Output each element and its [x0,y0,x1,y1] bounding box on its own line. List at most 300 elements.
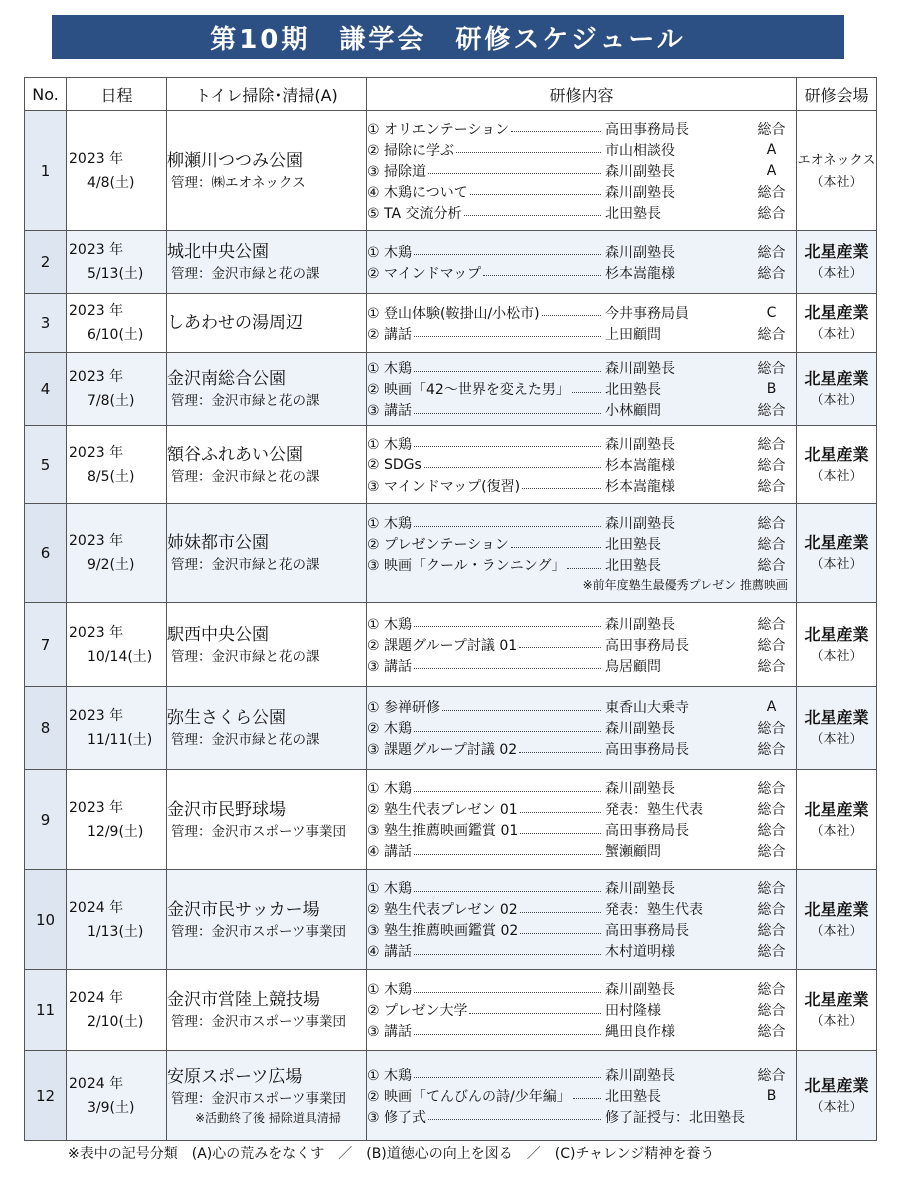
item-topic-wrap [367,739,603,759]
venue-sub: （本社） [810,174,863,190]
cleaning-location [167,231,367,294]
item-topic-wrap [367,140,603,160]
venue-name: 北星産業 [804,624,869,644]
dot-leader [511,131,601,132]
training-venue [797,111,877,231]
date-day: 9/2(土) [87,557,135,573]
training-content [367,426,797,504]
training-item [367,262,796,283]
venue-name: 北星産業 [804,242,869,261]
item-person: 高田事務局長 [605,823,689,839]
location-name: 金沢市民サッカー場 [167,899,320,920]
training-item [367,475,796,496]
location-name: 弥生さくら公園 [167,708,286,728]
row-number: 2 [25,231,67,294]
date-day: 1/13(土) [87,923,144,940]
row-number: 4 [25,353,67,426]
item-topic: ① 木鶏 [367,436,413,453]
training-item [367,1085,796,1106]
row-number: 10 [25,870,67,970]
item-person: 高田事務局長 [605,637,689,654]
training-item [367,920,796,941]
training-item [367,697,796,718]
item-category: 総合 [757,1024,786,1040]
venue-name: 北星産業 [804,303,869,322]
item-topic-wrap [367,1065,603,1085]
date-day: 12/9(土) [87,823,144,840]
training-content [367,970,797,1051]
venue-sub: （本社） [810,923,863,939]
item-topic: ① 木鶏 [367,781,413,797]
dot-leader [414,371,601,372]
table-row [25,603,877,687]
item-person: 今井事務局員 [605,305,689,322]
header-venue: 研修会場 [797,78,877,111]
item-topic-wrap [367,1021,603,1041]
training-item [367,358,796,379]
dot-leader [522,488,601,489]
date-day: 2/10(土) [87,1014,144,1030]
table-row [25,426,877,504]
item-category: B [766,1087,777,1104]
item-topic: ③ 塾生推薦映画鑑賞 01 [367,823,519,839]
training-item [367,400,796,421]
item-topic: ③ 塾生推薦映画鑑賞 02 [367,923,519,939]
date-day: 10/14(土) [87,648,153,665]
item-topic: ① 木鶏 [367,616,413,633]
dot-leader [456,152,601,153]
cleaning-location [167,687,367,770]
venue-name: 北星産業 [804,899,869,919]
venue-sub: （本社） [810,732,863,747]
venue-sub: （本社） [810,557,863,572]
dot-leader [519,647,601,648]
training-item [367,739,796,760]
training-venue [797,231,877,294]
item-person: 高田事務局長 [605,923,689,939]
item-person: 修了証授与：北田塾長 [605,1109,745,1126]
training-item [367,799,796,820]
dot-leader [511,547,601,548]
training-item [367,513,796,534]
item-topic-wrap [367,920,603,940]
table-row [25,111,877,231]
item-topic: ② 木鶏 [367,721,413,737]
date-year: 2023 年 [69,369,124,385]
item-topic: ① 登山体験(鞍掛山/小松市) [367,305,540,322]
training-item [367,323,796,344]
venue-sub: （本社） [810,648,863,664]
item-topic-wrap [367,161,603,181]
venue-name: 北星産業 [804,369,869,388]
training-content [367,294,797,353]
item-topic-wrap [367,555,603,575]
cleaning-location [167,970,367,1051]
venue-sub: （本社） [810,823,863,839]
item-topic: ② 映画「てんびんの詩/少年編」 [367,1088,571,1105]
item-topic-wrap [367,718,603,738]
item-topic-wrap [367,614,603,634]
item-topic-wrap [367,534,603,554]
location-name: 額谷ふれあい公園 [167,444,303,465]
item-person: 森川副塾長 [605,163,675,180]
item-category: C [766,304,777,321]
item-topic: ② 塾生代表プレゼン 01 [367,802,518,818]
training-content [367,111,797,231]
header-location: トイレ掃除･清掃(A) [167,78,367,111]
table-row [25,231,877,294]
training-content [367,603,797,687]
location-name: 金沢市民野球場 [167,799,286,820]
item-person: 縄田良作様 [605,1024,675,1040]
item-category: 総合 [757,881,786,897]
table-row [25,770,877,870]
date-year: 2023 年 [69,150,124,167]
item-topic-wrap [367,358,603,378]
cleaning-location [167,111,367,231]
training-item [367,613,796,634]
item-category: 総合 [757,982,786,998]
item-topic-wrap [367,979,603,999]
training-item [367,454,796,475]
item-topic: ③ 修了式 [367,1109,427,1126]
item-topic: ② 塾生代表プレゼン 02 [367,902,518,918]
item-topic: ① 木鶏 [367,982,413,998]
item-topic: ② 講話 [367,326,413,343]
schedule-date [67,231,167,294]
venue-name: 北星産業 [804,799,869,819]
dot-leader [414,992,601,993]
item-topic-wrap [367,400,603,420]
table-row [25,353,877,426]
cleaning-location [167,870,367,970]
training-item [367,302,796,323]
location-name: 金沢南総合公園 [167,369,286,389]
cleaning-location [167,770,367,870]
venue-sub: （本社） [810,393,863,408]
training-item [367,139,796,160]
item-topic: ③ 掃除道 [367,163,427,180]
location-manager: 管理：金沢市緑と花の課 [171,557,320,573]
location-note: ※活動終了後 掃除道具清掃 [195,1110,341,1125]
item-topic-wrap [367,878,603,898]
training-item [367,655,796,676]
item-person: 市山相談役 [605,142,675,159]
item-category: 総合 [757,902,786,918]
dot-leader [520,933,601,934]
date-year: 2023 年 [69,444,124,461]
location-manager: 管理：金沢市スポーツ事業団 [171,823,346,840]
item-topic: ③ 講話 [367,658,413,675]
item-topic-wrap [367,324,603,344]
dot-leader [520,812,601,813]
location-name: 金沢市営陸上競技場 [167,990,320,1010]
dot-leader [414,446,601,447]
dot-leader [464,215,602,216]
training-item [367,555,796,576]
schedule-date [67,294,167,353]
item-person: 杉本嵩龍様 [605,265,675,282]
item-topic: ① 木鶏 [367,1067,413,1084]
item-person: 発表：塾生代表 [605,902,703,918]
category-footnote: ※表中の記号分類 (A)心の荒みをなくす ／ (B)道徳心の向上を図る ／ (C)チャレンジ精神を養う [68,1146,715,1162]
training-venue [797,970,877,1051]
training-item [367,841,796,862]
training-content [367,231,797,294]
row-number: 8 [25,687,67,770]
item-person: 北田塾長 [605,1088,661,1105]
training-item [367,718,796,739]
training-venue [797,870,877,970]
item-category: 総合 [757,616,786,633]
item-category: 総合 [757,923,786,939]
item-person: 杉本嵩龍様 [605,457,675,474]
venue-name: 北星産業 [804,708,869,727]
item-category: 総合 [757,265,786,282]
training-item [367,241,796,262]
training-item [367,181,796,202]
item-topic: ② 課題グループ討議 01 [367,637,518,654]
dot-leader [567,568,601,569]
item-person: 森川副塾長 [605,1067,675,1084]
item-topic: ① 木鶏 [367,881,413,897]
item-topic-wrap [367,778,603,798]
training-item [367,899,796,920]
dot-leader [414,1077,601,1078]
location-manager: 管理：金沢市緑と花の課 [171,393,320,409]
schedule-date [67,603,167,687]
item-person: 森川副塾長 [605,721,675,737]
item-category: 総合 [757,436,786,453]
training-venue [797,770,877,870]
training-content [367,870,797,970]
training-content [367,770,797,870]
item-person: 鳥居顧問 [605,658,661,675]
training-content [367,504,797,603]
table-row [25,970,877,1051]
item-category: 総合 [757,184,786,201]
item-topic: ③ 課題グループ討議 02 [367,742,518,758]
training-item [367,1000,796,1021]
item-category: 総合 [757,121,786,138]
item-category: 総合 [757,361,786,377]
item-topic-wrap [367,1000,603,1020]
training-item [367,1064,796,1085]
item-topic: ④ 講話 [367,844,413,860]
item-topic-wrap [367,656,603,676]
training-content [367,687,797,770]
item-topic-wrap [367,242,603,262]
schedule-date [67,111,167,231]
item-topic-wrap [367,941,603,961]
item-category: 総合 [757,205,786,222]
item-person: 森川副塾長 [605,244,675,261]
venue-sub: （本社） [810,1014,863,1029]
location-manager: 管理：金沢市緑と花の課 [171,732,320,748]
training-venue [797,504,877,603]
date-day: 4/8(土) [87,174,135,191]
item-category: 総合 [757,658,786,675]
item-topic-wrap [367,820,603,840]
date-day: 5/13(土) [87,266,144,282]
item-category: 総合 [757,457,786,474]
training-venue [797,294,877,353]
dot-leader [542,315,601,316]
item-category: 総合 [757,537,786,553]
venue-sub: （本社） [810,266,863,281]
item-person: 森川副塾長 [605,982,675,998]
item-topic-wrap [367,1086,603,1106]
table-row [25,870,877,970]
dot-leader [414,626,601,627]
item-topic: ① 木鶏 [367,516,413,532]
training-item [367,878,796,899]
item-category: B [766,381,777,397]
item-topic: ② 映画「42～世界を変えた男」 [367,382,570,398]
training-content [367,1051,797,1141]
item-person: 北田塾長 [605,205,661,222]
item-person: 森川副塾長 [605,436,675,453]
location-name: 柳瀬川つつみ公園 [167,150,303,171]
item-category: A [766,699,777,715]
schedule-date [67,770,167,870]
item-topic-wrap [367,899,603,919]
cleaning-location [167,294,367,353]
item-topic: ① オリエンテーション [367,121,510,138]
item-topic: ① 参禅研修 [367,700,441,716]
item-person: 東香山大乗寺 [605,700,689,716]
location-manager: 管理：金沢市スポーツ事業団 [171,1090,346,1107]
date-day: 7/8(土) [87,393,135,409]
row-number: 12 [25,1051,67,1141]
row-number: 3 [25,294,67,353]
schedule-table [24,77,877,1141]
item-category: 総合 [757,802,786,818]
item-person: 森川副塾長 [605,616,675,633]
dot-leader [428,173,601,174]
dot-leader [414,413,601,414]
item-topic: ④ 講話 [367,944,413,960]
header-no: No. [25,78,67,111]
item-topic-wrap [367,263,603,283]
item-person: 木村道明様 [605,944,675,960]
date-year: 2023 年 [69,303,124,319]
item-person: 発表：塾生代表 [605,802,703,818]
item-category: 総合 [757,516,786,532]
date-day: 11/11(土) [87,732,153,748]
cleaning-location [167,504,367,603]
date-day: 3/9(土) [87,1099,135,1116]
training-venue [797,426,877,504]
training-item [367,534,796,555]
training-item [367,820,796,841]
row-number: 11 [25,970,67,1051]
item-topic: ② 掃除に学ぶ [367,142,455,159]
item-topic: ② プレゼンテーション [367,537,509,553]
item-person: 高田事務局長 [605,121,689,138]
cleaning-location [167,353,367,426]
date-year: 2023 年 [69,624,124,641]
dot-leader [442,710,601,711]
row-number: 9 [25,770,67,870]
item-topic-wrap [367,303,603,323]
location-name: しあわせの湯周辺 [167,313,303,333]
item-category: 総合 [757,326,786,343]
schedule-date [67,970,167,1051]
dot-leader [572,392,601,393]
item-topic: ③ 講話 [367,403,413,419]
training-venue [797,1051,877,1141]
location-manager: 管理：金沢市緑と花の課 [171,266,320,282]
item-category: 総合 [757,637,786,654]
training-item [367,778,796,799]
training-item [367,379,796,400]
item-topic: ② SDGs [367,456,422,473]
venue-sub: （本社） [810,1099,863,1115]
item-person: 蟹瀬顧問 [605,844,661,860]
table-header-row [25,78,877,111]
date-year: 2023 年 [69,708,124,724]
item-person: 森川副塾長 [605,516,675,532]
location-manager: 管理：金沢市緑と花の課 [171,648,320,665]
venue-name: 北星産業 [804,444,869,464]
date-day: 6/10(土) [87,327,144,343]
schedule-date [67,504,167,603]
dot-leader [414,526,601,527]
item-category: 総合 [757,403,786,419]
cleaning-location [167,426,367,504]
dot-leader [470,194,601,195]
dot-leader [414,854,601,855]
item-category: A [766,162,777,179]
schedule-date [67,353,167,426]
location-name: 城北中央公園 [167,242,269,262]
dot-leader [414,668,601,669]
date-year: 2024 年 [69,899,124,916]
dot-leader [520,912,601,913]
table-row [25,687,877,770]
item-category: 総合 [757,944,786,960]
date-day: 8/5(土) [87,468,135,485]
training-item [367,979,796,1000]
item-category: 総合 [757,244,786,261]
item-person: 北田塾長 [605,558,661,574]
item-person: 田村隆様 [605,1003,661,1019]
location-manager: 管理：㈱エオネックス [171,174,306,191]
item-topic-wrap [367,513,603,533]
location-manager: 管理：金沢市スポーツ事業団 [171,923,346,940]
dot-leader [573,1098,601,1099]
item-topic: ③ マインドマップ(復習) [367,478,521,495]
venue-name: 北星産業 [804,1075,869,1095]
date-year: 2024 年 [69,990,124,1006]
training-item [367,1021,796,1042]
item-topic-wrap [367,799,603,819]
row-number: 7 [25,603,67,687]
schedule-date [67,426,167,504]
table-row [25,294,877,353]
dot-leader [469,1013,601,1014]
venue-sub: （本社） [810,468,863,484]
venue-name: エオネックス [797,152,876,168]
item-topic-wrap [367,434,603,454]
item-category: 総合 [757,823,786,839]
item-category: 総合 [757,781,786,797]
training-item [367,118,796,139]
schedule-body [25,111,877,1141]
dot-leader [424,467,601,468]
dot-leader [414,791,601,792]
